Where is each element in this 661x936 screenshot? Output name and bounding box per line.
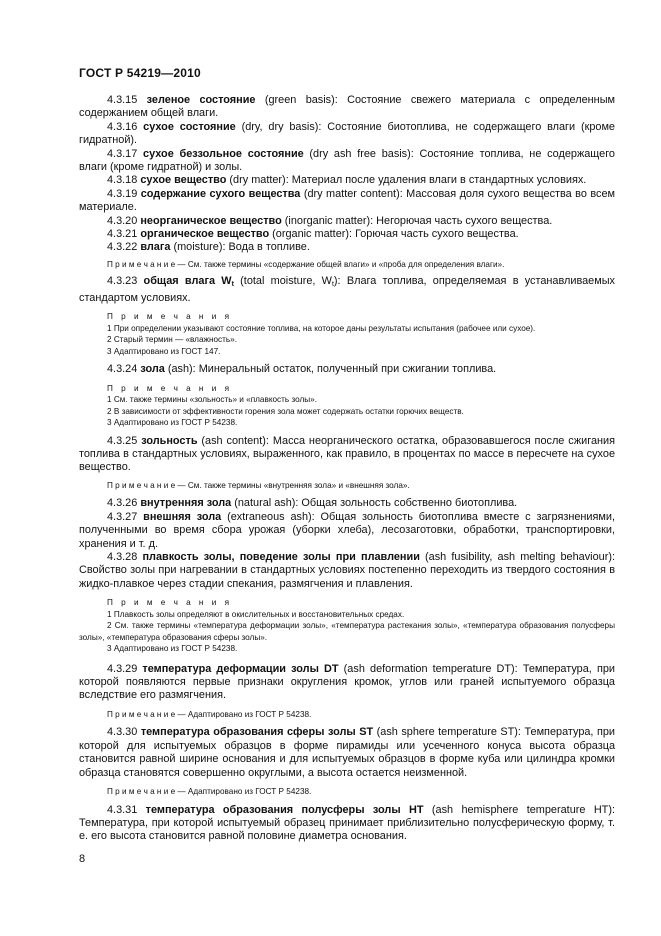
term-title: сухое состояние xyxy=(143,120,236,133)
note-item: 1 Плавкость золы определяют в окислительных и восстановительных средах. xyxy=(107,609,405,619)
term-4-3-21 xyxy=(79,228,615,241)
term-number: 4.3.16 xyxy=(107,120,138,133)
term-definition: (natural ash): Общая зольность собственно биотоплива. xyxy=(231,497,518,510)
term-definition: (moisture): Вода в топливе. xyxy=(170,241,310,254)
term-definition: (total moisture, W xyxy=(233,275,332,288)
term-4-3-18 xyxy=(79,174,615,187)
note-4-3-25 xyxy=(79,480,615,492)
term-4-3-28 xyxy=(79,551,615,591)
term-number: 4.3.28 xyxy=(107,550,138,563)
term-number: 4.3.22 xyxy=(107,241,138,254)
note-text: П р и м е ч а н и е — Адаптировано из ГОСТ Р 54238. xyxy=(107,709,312,719)
note-4-3-29 xyxy=(79,709,615,721)
page-number: 8 xyxy=(79,853,86,865)
term-title: зольность xyxy=(141,434,198,447)
note-text: П р и м е ч а н и е — Адаптировано из ГОСТ Р 54238. xyxy=(107,787,312,796)
notes-heading: П р и м е ч а н и я xyxy=(107,598,233,608)
note-item: 3 Адаптировано из ГОСТ 147. xyxy=(107,346,221,356)
note-text: П р и м е ч а н и е — См. также термины «содержание общей влаги» и «проба для определения влаги». xyxy=(107,259,505,269)
term-number: 4.3.23 xyxy=(107,275,138,288)
notes-4-3-23 xyxy=(79,311,615,357)
term-4-3-15 xyxy=(79,94,615,121)
term-number: 4.3.19 xyxy=(107,187,138,200)
term-number: 4.3.31 xyxy=(107,803,138,816)
term-number: 4.3.25 xyxy=(107,434,138,447)
term-title: органическое вещество xyxy=(140,228,270,241)
term-title: температура образования полусферы золы HT xyxy=(145,803,424,816)
notes-heading: П р и м е ч а н и я xyxy=(107,312,233,322)
term-subscript: t xyxy=(231,281,234,289)
term-definition: (dry ash free basis): Состояние топлива, не содержащего влаги (кроме гидратной) и золы. xyxy=(79,147,615,174)
term-definition: (dry matter content): Массовая доля сухого вещества во всем материале. xyxy=(79,187,615,214)
term-definition: (extraneous ash): Общая зольность биотоплива вместе с загрязнениями, полученными во время сбора урожая (уборки хлеба), лесозаготовки, обработки, транспортировки, хранения и т. д. xyxy=(79,510,616,550)
notes-4-3-28 xyxy=(79,597,615,655)
term-definition: (dry, dry basis): Состояние биотоплива, не содержащего влаги (кроме гидратной). xyxy=(79,120,615,147)
term-4-3-24 xyxy=(79,363,615,376)
term-4-3-20 xyxy=(79,215,615,228)
term-4-3-29 xyxy=(79,663,615,703)
term-number: 4.3.21 xyxy=(107,228,138,241)
term-title: температура деформации золы DT xyxy=(142,662,339,675)
note-item: 1 При определении указывают состояние топлива, на которое даны результаты испытания (рабочее или сухое). xyxy=(107,323,536,333)
term-definition: (ash hemisphere temperature HT): Температура, при которой испытуемый образец принимает приблизительно полусферическую форму, т. е. его высота становится равной половине диаметра основания. xyxy=(79,803,615,843)
term-definition: (ash content): Масса неорганического остатка, образовавшегося после сжигания топлива в стандартных условиях, выраженного, как правило, в процентах по массе в пересчете на сухое вещество. xyxy=(79,434,615,474)
term-title: зола xyxy=(140,363,165,376)
term-4-3-19 xyxy=(79,188,615,215)
term-number: 4.3.29 xyxy=(107,662,138,675)
term-number: 4.3.27 xyxy=(107,510,138,523)
note-4-3-22 xyxy=(79,259,615,271)
term-title: температура образования сферы золы ST xyxy=(140,726,374,739)
term-number: 4.3.30 xyxy=(107,726,138,739)
term-definition: (ash): Минеральный остаток, полученный при сжигании топлива. xyxy=(164,363,497,376)
term-number: 4.3.18 xyxy=(107,174,138,187)
note-item: 1 См. также термины «зольность» и «плавкость золы». xyxy=(107,395,317,405)
term-4-3-23 xyxy=(79,275,615,305)
term-title: содержание сухого вещества xyxy=(140,187,301,200)
term-number: 4.3.24 xyxy=(107,363,138,376)
term-4-3-22 xyxy=(79,241,615,254)
term-definition: ): Влага топлива, определяемая в устанавливаемых стандартом условиях. xyxy=(79,275,616,304)
term-title: влага xyxy=(140,241,171,254)
term-number: 4.3.26 xyxy=(107,497,138,510)
term-definition: (organic matter): Горючая часть сухого вещества. xyxy=(269,228,519,241)
term-definition: (ash deformation temperature DT): Температура, при которой появляются первые признаки округления кромок, углов или граней испытуемого образца вследствие его размягчения. xyxy=(79,662,615,702)
term-definition: (ash sphere temperature ST): Температура, при которой для испытуемых образцов в форме пирамиды или усеченного конуса высота образца становится равной ширине основания и для испытуемых образцов в форме куба или цилиндра кромки образца становятся совершенно округлыми, а высота остается неизменной. xyxy=(79,726,616,779)
note-4-3-30 xyxy=(79,786,615,798)
note-item: 2 См. также термины «температура деформации золы», «температура растекания золы», «температура образования полусферы золы», «температура образования сферы золы». xyxy=(79,621,615,642)
term-4-3-27 xyxy=(79,511,615,551)
term-4-3-25 xyxy=(79,435,615,475)
term-number: 4.3.15 xyxy=(107,94,138,106)
term-title: плавкость золы, поведение золы при плавлении xyxy=(142,550,420,563)
term-title: неорганическое вещество xyxy=(140,214,282,227)
term-title: сухое вещество xyxy=(140,174,227,187)
term-title: зеленое состояние xyxy=(146,94,256,106)
term-definition: (dry matter): Материал после удаления влаги в стандартных условиях. xyxy=(226,174,587,187)
term-4-3-30 xyxy=(79,726,615,780)
term-definition: (ash fusibility, ash melting behaviour): Свойство золы при нагревании в стандартных условиях постепенно переходить из твердого состояния в жидко-плавкое через стадии спекания, размягчения и плавления. xyxy=(79,550,615,590)
note-text: П р и м е ч а н и е — См. также термины «внутренняя зола» и «внешняя зола». xyxy=(107,480,410,490)
term-4-3-26 xyxy=(79,497,615,510)
document-body xyxy=(79,94,615,844)
term-4-3-17 xyxy=(79,148,615,175)
term-title: внешняя зола xyxy=(143,510,222,523)
term-title: сухое беззольное состояние xyxy=(143,147,304,160)
term-title: внутренняя зола xyxy=(140,497,232,510)
note-item: 2 Старый термин — «влажность». xyxy=(107,335,237,345)
note-item: 3 Адаптировано из ГОСТ Р 54238. xyxy=(107,418,238,428)
term-number: 4.3.20 xyxy=(107,214,138,227)
term-4-3-16 xyxy=(79,121,615,148)
term-title: общая влага W xyxy=(143,275,232,288)
note-item: 2 В зависимости от эффективности горения зола может содержать остатки горючих веществ. xyxy=(107,406,464,416)
term-definition: (green basis): Состояние свежего материала с определенным содержанием общей влаги. xyxy=(79,94,616,120)
notes-4-3-24 xyxy=(79,383,615,429)
standard-header: ГОСТ Р 54219—2010 xyxy=(79,66,201,80)
term-4-3-31 xyxy=(79,804,615,844)
term-definition: (inorganic matter): Негорючая часть сухого вещества. xyxy=(281,214,553,227)
note-item: 3 Адаптировано из ГОСТ Р 54238. xyxy=(107,644,238,654)
term-number: 4.3.17 xyxy=(107,147,138,160)
term-subscript: t xyxy=(331,281,334,289)
notes-heading: П р и м е ч а н и я xyxy=(107,383,233,393)
